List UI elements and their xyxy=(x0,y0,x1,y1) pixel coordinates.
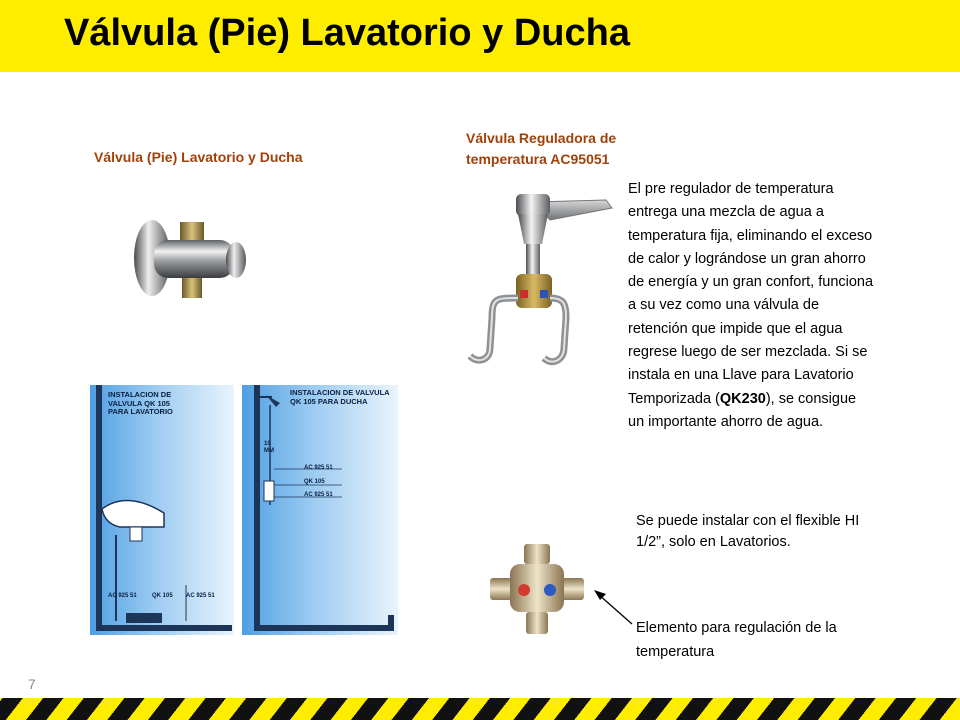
hazard-stripe-footer xyxy=(0,698,960,720)
product-code-qk230: QK230 xyxy=(719,390,766,407)
lavatorio-tag-qk105: QK 105 xyxy=(152,593,173,599)
ducha-diagram-title: INSTALACION DE VALVULA QK 105 PARA DUCHA xyxy=(290,388,390,406)
page-title: Válvula (Pie) Lavatorio y Ducha xyxy=(64,12,630,54)
page-number: 7 xyxy=(28,676,36,692)
title-banner xyxy=(0,0,960,72)
regulator-faucet-image xyxy=(456,186,620,376)
ducha-diagram-drawing xyxy=(242,385,398,635)
description-part-2: ), se consigue un importante ahorro de agua. xyxy=(628,390,857,430)
element-note: Elemento para regulación de la temperatura xyxy=(636,620,837,660)
lavatorio-tag-ac92551-left: AC 925 51 xyxy=(108,593,137,599)
ducha-tag-ac92551-bottom: AC 925 51 xyxy=(304,492,333,498)
ducha-installation-diagram xyxy=(242,385,398,635)
pointer-arrow xyxy=(592,588,636,628)
foot-valve-image xyxy=(130,212,252,304)
lavatorio-tag-ac92551-right: AC 925 51 xyxy=(186,593,215,599)
right-caption-line-1: Válvula Reguladora de xyxy=(466,130,617,146)
regulator-description xyxy=(628,178,876,434)
right-caption-line-2: temperatura AC95051 xyxy=(466,151,610,167)
description-part-1: El pre regulador de temperatura entrega una mezcla de agua a temperatura fija, eliminando el exceso de calor y lográndose un gran ahorro de energía y un gran confort, funciona a su vez como una válvula de retención que impide que el agua regrese luego de ser mezclada. Si se instala en una Llave para Lavatorio Temporizada ( xyxy=(628,181,874,407)
left-caption: Válvula (Pie) Lavatorio y Ducha xyxy=(94,149,303,165)
lavatorio-installation-diagram xyxy=(90,385,234,635)
ducha-tag-ac92551-top: AC 925 51 xyxy=(304,465,333,471)
ducha-tag-qk105: QK 105 xyxy=(304,479,325,485)
ducha-measure: 10 MM xyxy=(264,441,274,454)
lavatorio-diagram-title: INSTALACION DE VALVULA QK 105 PARA LAVATORIO xyxy=(108,390,173,416)
right-caption xyxy=(466,128,616,170)
flexible-note: Se puede instalar con el flexible HI 1/2”, solo en Lavatorios. xyxy=(636,513,860,550)
regulator-element-image xyxy=(488,540,586,640)
